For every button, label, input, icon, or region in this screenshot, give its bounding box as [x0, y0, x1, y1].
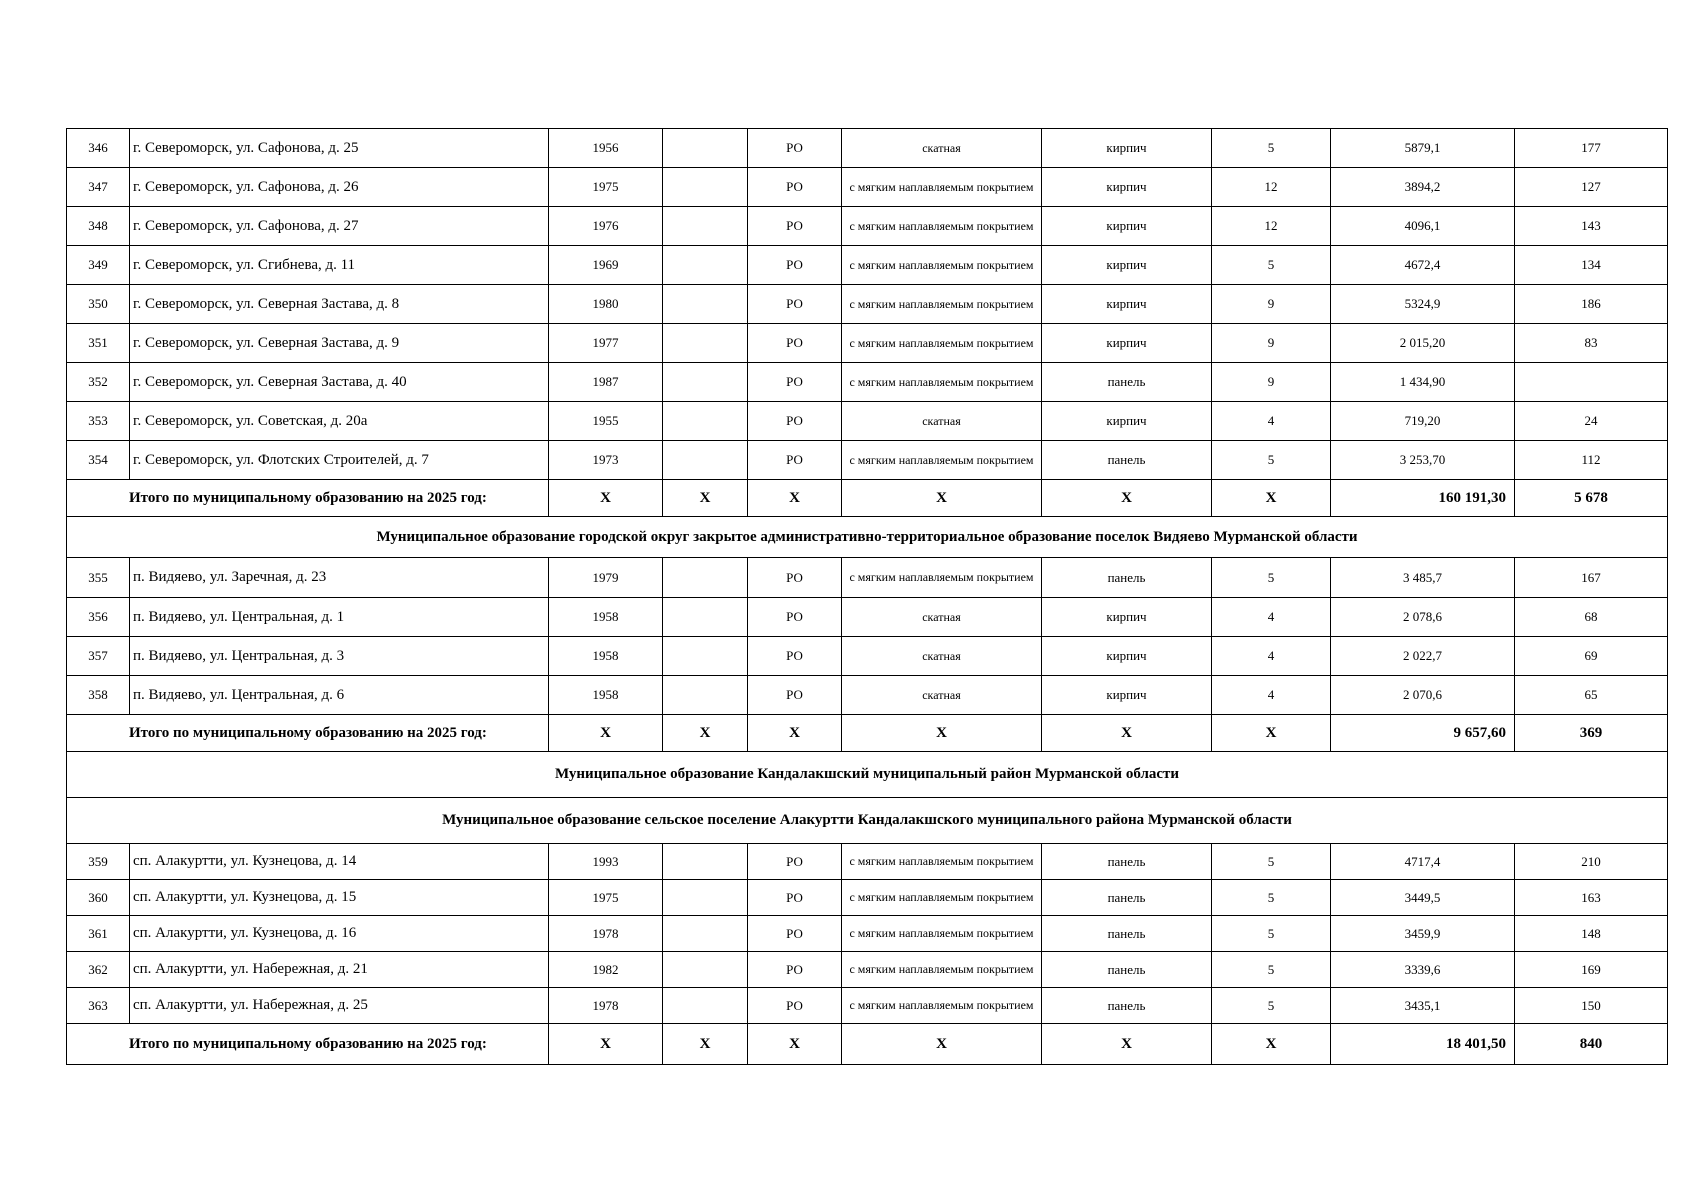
table-row [67, 402, 1668, 441]
total-residents-cell: 840 [1515, 1024, 1668, 1065]
roof-type-cell: с мягким наплавляемым покрытием [842, 952, 1042, 988]
empty-cell [663, 441, 748, 480]
x-mark-cell: Х [748, 480, 842, 517]
x-mark-cell: Х [663, 1024, 748, 1065]
year-cell: 1979 [549, 558, 663, 598]
empty-cell [663, 844, 748, 880]
table-row [67, 363, 1668, 402]
municipality-header-row [67, 517, 1668, 558]
type-cell: РО [748, 402, 842, 441]
municipality-header-row [67, 752, 1668, 798]
area-cell: 2 078,6 [1331, 598, 1515, 637]
empty-cell [663, 988, 748, 1024]
roof-type-cell: скатная [842, 402, 1042, 441]
wall-material-cell: кирпич [1042, 168, 1212, 207]
address-cell: г. Североморск, ул. Северная Застава, д. 8 [130, 285, 549, 324]
wall-material-cell: панель [1042, 441, 1212, 480]
table-row [67, 207, 1668, 246]
area-cell: 4096,1 [1331, 207, 1515, 246]
wall-material-cell: панель [1042, 880, 1212, 916]
year-cell: 1975 [549, 880, 663, 916]
address-cell: п. Видяево, ул. Центральная, д. 1 [130, 598, 549, 637]
area-cell: 3 253,70 [1331, 441, 1515, 480]
year-cell: 1969 [549, 246, 663, 285]
area-cell: 3339,6 [1331, 952, 1515, 988]
x-mark-cell: Х [748, 1024, 842, 1065]
table-row [67, 129, 1668, 168]
roof-type-cell: с мягким наплавляемым покрытием [842, 246, 1042, 285]
floors-cell: 9 [1212, 324, 1331, 363]
address-cell: г. Североморск, ул. Северная Застава, д. 40 [130, 363, 549, 402]
type-cell: РО [748, 285, 842, 324]
wall-material-cell: кирпич [1042, 402, 1212, 441]
area-cell: 3 485,7 [1331, 558, 1515, 598]
row-number-cell: 353 [67, 402, 130, 441]
floors-cell: 4 [1212, 637, 1331, 676]
type-cell: РО [748, 916, 842, 952]
empty-cell [663, 246, 748, 285]
type-cell: РО [748, 363, 842, 402]
floors-cell: 12 [1212, 207, 1331, 246]
type-cell: РО [748, 880, 842, 916]
type-cell: РО [748, 207, 842, 246]
empty-cell [663, 676, 748, 715]
total-label-cell: Итого по муниципальному образованию на 2025 год: [67, 1024, 549, 1065]
area-cell: 719,20 [1331, 402, 1515, 441]
area-cell: 5324,9 [1331, 285, 1515, 324]
wall-material-cell: кирпич [1042, 637, 1212, 676]
x-mark-cell: Х [663, 480, 748, 517]
wall-material-cell: панель [1042, 558, 1212, 598]
residents-cell: 69 [1515, 637, 1668, 676]
total-area-cell: 9 657,60 [1331, 715, 1515, 752]
year-cell: 1982 [549, 952, 663, 988]
area-cell: 4717,4 [1331, 844, 1515, 880]
table-row [67, 952, 1668, 988]
roof-type-cell: с мягким наплавляемым покрытием [842, 558, 1042, 598]
table-row [67, 916, 1668, 952]
year-cell: 1958 [549, 598, 663, 637]
row-number-cell: 360 [67, 880, 130, 916]
total-area-cell: 18 401,50 [1331, 1024, 1515, 1065]
municipality-header-cell: Муниципальное образование Кандалакшский муниципальный район Мурманской области [67, 752, 1668, 798]
wall-material-cell: кирпич [1042, 246, 1212, 285]
address-cell: г. Североморск, ул. Сафонова, д. 26 [130, 168, 549, 207]
x-mark-cell: Х [1042, 480, 1212, 517]
floors-cell: 9 [1212, 285, 1331, 324]
empty-cell [663, 952, 748, 988]
year-cell: 1993 [549, 844, 663, 880]
row-number-cell: 361 [67, 916, 130, 952]
table-row [67, 988, 1668, 1024]
residents-cell: 148 [1515, 916, 1668, 952]
residents-cell [1515, 363, 1668, 402]
table-row [67, 168, 1668, 207]
area-cell: 2 022,7 [1331, 637, 1515, 676]
residents-cell: 127 [1515, 168, 1668, 207]
address-cell: г. Североморск, ул. Сафонова, д. 25 [130, 129, 549, 168]
row-number-cell: 347 [67, 168, 130, 207]
wall-material-cell: кирпич [1042, 207, 1212, 246]
residents-cell: 169 [1515, 952, 1668, 988]
residents-cell: 65 [1515, 676, 1668, 715]
year-cell: 1973 [549, 441, 663, 480]
residents-cell: 177 [1515, 129, 1668, 168]
table-row [67, 324, 1668, 363]
empty-cell [663, 598, 748, 637]
floors-cell: 5 [1212, 988, 1331, 1024]
wall-material-cell: панель [1042, 363, 1212, 402]
type-cell: РО [748, 324, 842, 363]
floors-cell: 5 [1212, 129, 1331, 168]
row-number-cell: 362 [67, 952, 130, 988]
roof-type-cell: с мягким наплавляемым покрытием [842, 207, 1042, 246]
empty-cell [663, 402, 748, 441]
empty-cell [663, 558, 748, 598]
total-residents-cell: 5 678 [1515, 480, 1668, 517]
residents-cell: 83 [1515, 324, 1668, 363]
roof-type-cell: скатная [842, 676, 1042, 715]
table-row [67, 598, 1668, 637]
empty-cell [663, 363, 748, 402]
address-cell: сп. Алакуртти, ул. Набережная, д. 21 [130, 952, 549, 988]
table-row [67, 844, 1668, 880]
address-cell: г. Североморск, ул. Советская, д. 20а [130, 402, 549, 441]
roof-type-cell: с мягким наплавляемым покрытием [842, 363, 1042, 402]
wall-material-cell: кирпич [1042, 676, 1212, 715]
roof-type-cell: с мягким наплавляемым покрытием [842, 285, 1042, 324]
year-cell: 1975 [549, 168, 663, 207]
address-cell: сп. Алакуртти, ул. Кузнецова, д. 15 [130, 880, 549, 916]
floors-cell: 5 [1212, 441, 1331, 480]
address-cell: п. Видяево, ул. Заречная, д. 23 [130, 558, 549, 598]
area-cell: 2 070,6 [1331, 676, 1515, 715]
wall-material-cell: кирпич [1042, 285, 1212, 324]
wall-material-cell: кирпич [1042, 324, 1212, 363]
total-row [67, 480, 1668, 517]
floors-cell: 5 [1212, 558, 1331, 598]
empty-cell [663, 129, 748, 168]
address-cell: п. Видяево, ул. Центральная, д. 3 [130, 637, 549, 676]
roof-type-cell: с мягким наплавляемым покрытием [842, 844, 1042, 880]
residents-cell: 134 [1515, 246, 1668, 285]
address-cell: г. Североморск, ул. Флотских Строителей, д. 7 [130, 441, 549, 480]
x-mark-cell: Х [842, 715, 1042, 752]
row-number-cell: 350 [67, 285, 130, 324]
roof-type-cell: с мягким наплавляемым покрытием [842, 441, 1042, 480]
wall-material-cell: панель [1042, 952, 1212, 988]
wall-material-cell: кирпич [1042, 129, 1212, 168]
area-cell: 2 015,20 [1331, 324, 1515, 363]
empty-cell [663, 916, 748, 952]
table-row [67, 676, 1668, 715]
x-mark-cell: Х [663, 715, 748, 752]
floors-cell: 4 [1212, 676, 1331, 715]
year-cell: 1977 [549, 324, 663, 363]
residents-cell: 68 [1515, 598, 1668, 637]
total-row [67, 1024, 1668, 1065]
type-cell: РО [748, 558, 842, 598]
table-row [67, 637, 1668, 676]
x-mark-cell: Х [549, 715, 663, 752]
roof-type-cell: скатная [842, 598, 1042, 637]
area-cell: 4672,4 [1331, 246, 1515, 285]
total-label-cell: Итого по муниципальному образованию на 2025 год: [67, 480, 549, 517]
total-area-cell: 160 191,30 [1331, 480, 1515, 517]
row-number-cell: 359 [67, 844, 130, 880]
year-cell: 1978 [549, 916, 663, 952]
floors-cell: 5 [1212, 952, 1331, 988]
type-cell: РО [748, 246, 842, 285]
floors-cell: 5 [1212, 844, 1331, 880]
residents-cell: 186 [1515, 285, 1668, 324]
wall-material-cell: панель [1042, 916, 1212, 952]
area-cell: 3459,9 [1331, 916, 1515, 952]
municipality-header-cell: Муниципальное образование городской округ закрытое административно-территориальное образование поселок Видяево Мурманской области [67, 517, 1668, 558]
address-cell: сп. Алакуртти, ул. Набережная, д. 25 [130, 988, 549, 1024]
year-cell: 1980 [549, 285, 663, 324]
row-number-cell: 356 [67, 598, 130, 637]
address-cell: г. Североморск, ул. Сафонова, д. 27 [130, 207, 549, 246]
x-mark-cell: Х [1042, 1024, 1212, 1065]
table-row [67, 246, 1668, 285]
x-mark-cell: Х [748, 715, 842, 752]
residents-cell: 163 [1515, 880, 1668, 916]
table-row [67, 880, 1668, 916]
floors-cell: 9 [1212, 363, 1331, 402]
row-number-cell: 354 [67, 441, 130, 480]
total-label-cell: Итого по муниципальному образованию на 2025 год: [67, 715, 549, 752]
x-mark-cell: Х [1042, 715, 1212, 752]
roof-type-cell: с мягким наплавляемым покрытием [842, 880, 1042, 916]
municipality-header-cell: Муниципальное образование сельское поселение Алакуртти Кандалакшского муниципального района Мурманской области [67, 798, 1668, 844]
wall-material-cell: панель [1042, 988, 1212, 1024]
total-row [67, 715, 1668, 752]
wall-material-cell: панель [1042, 844, 1212, 880]
x-mark-cell: Х [549, 480, 663, 517]
type-cell: РО [748, 129, 842, 168]
empty-cell [663, 324, 748, 363]
roof-type-cell: скатная [842, 129, 1042, 168]
type-cell: РО [748, 844, 842, 880]
row-number-cell: 346 [67, 129, 130, 168]
type-cell: РО [748, 637, 842, 676]
residents-cell: 167 [1515, 558, 1668, 598]
type-cell: РО [748, 168, 842, 207]
housing-table-container [66, 128, 1667, 1065]
empty-cell [663, 168, 748, 207]
roof-type-cell: скатная [842, 637, 1042, 676]
area-cell: 3894,2 [1331, 168, 1515, 207]
area-cell: 3449,5 [1331, 880, 1515, 916]
year-cell: 1976 [549, 207, 663, 246]
area-cell: 1 434,90 [1331, 363, 1515, 402]
table-row [67, 441, 1668, 480]
municipality-header-row [67, 798, 1668, 844]
floors-cell: 5 [1212, 880, 1331, 916]
x-mark-cell: Х [842, 1024, 1042, 1065]
type-cell: РО [748, 952, 842, 988]
x-mark-cell: Х [1212, 715, 1331, 752]
row-number-cell: 355 [67, 558, 130, 598]
address-cell: п. Видяево, ул. Центральная, д. 6 [130, 676, 549, 715]
x-mark-cell: Х [842, 480, 1042, 517]
residents-cell: 150 [1515, 988, 1668, 1024]
row-number-cell: 351 [67, 324, 130, 363]
total-residents-cell: 369 [1515, 715, 1668, 752]
type-cell: РО [748, 988, 842, 1024]
residents-cell: 24 [1515, 402, 1668, 441]
area-cell: 5879,1 [1331, 129, 1515, 168]
area-cell: 3435,1 [1331, 988, 1515, 1024]
year-cell: 1958 [549, 676, 663, 715]
roof-type-cell: с мягким наплавляемым покрытием [842, 324, 1042, 363]
wall-material-cell: кирпич [1042, 598, 1212, 637]
address-cell: г. Североморск, ул. Сгибнева, д. 11 [130, 246, 549, 285]
empty-cell [663, 285, 748, 324]
type-cell: РО [748, 676, 842, 715]
row-number-cell: 358 [67, 676, 130, 715]
row-number-cell: 348 [67, 207, 130, 246]
year-cell: 1955 [549, 402, 663, 441]
empty-cell [663, 880, 748, 916]
floors-cell: 5 [1212, 246, 1331, 285]
year-cell: 1987 [549, 363, 663, 402]
row-number-cell: 349 [67, 246, 130, 285]
year-cell: 1958 [549, 637, 663, 676]
year-cell: 1956 [549, 129, 663, 168]
housing-table [66, 128, 1668, 1065]
residents-cell: 210 [1515, 844, 1668, 880]
address-cell: г. Североморск, ул. Северная Застава, д. 9 [130, 324, 549, 363]
year-cell: 1978 [549, 988, 663, 1024]
table-row [67, 558, 1668, 598]
floors-cell: 4 [1212, 598, 1331, 637]
residents-cell: 112 [1515, 441, 1668, 480]
type-cell: РО [748, 598, 842, 637]
row-number-cell: 352 [67, 363, 130, 402]
table-row [67, 285, 1668, 324]
roof-type-cell: с мягким наплавляемым покрытием [842, 916, 1042, 952]
address-cell: сп. Алакуртти, ул. Кузнецова, д. 16 [130, 916, 549, 952]
floors-cell: 12 [1212, 168, 1331, 207]
roof-type-cell: с мягким наплавляемым покрытием [842, 988, 1042, 1024]
floors-cell: 5 [1212, 916, 1331, 952]
empty-cell [663, 207, 748, 246]
empty-cell [663, 637, 748, 676]
x-mark-cell: Х [1212, 480, 1331, 517]
floors-cell: 4 [1212, 402, 1331, 441]
housing-table-body [67, 129, 1668, 1065]
row-number-cell: 363 [67, 988, 130, 1024]
x-mark-cell: Х [1212, 1024, 1331, 1065]
row-number-cell: 357 [67, 637, 130, 676]
residents-cell: 143 [1515, 207, 1668, 246]
roof-type-cell: с мягким наплавляемым покрытием [842, 168, 1042, 207]
x-mark-cell: Х [549, 1024, 663, 1065]
type-cell: РО [748, 441, 842, 480]
address-cell: сп. Алакуртти, ул. Кузнецова, д. 14 [130, 844, 549, 880]
